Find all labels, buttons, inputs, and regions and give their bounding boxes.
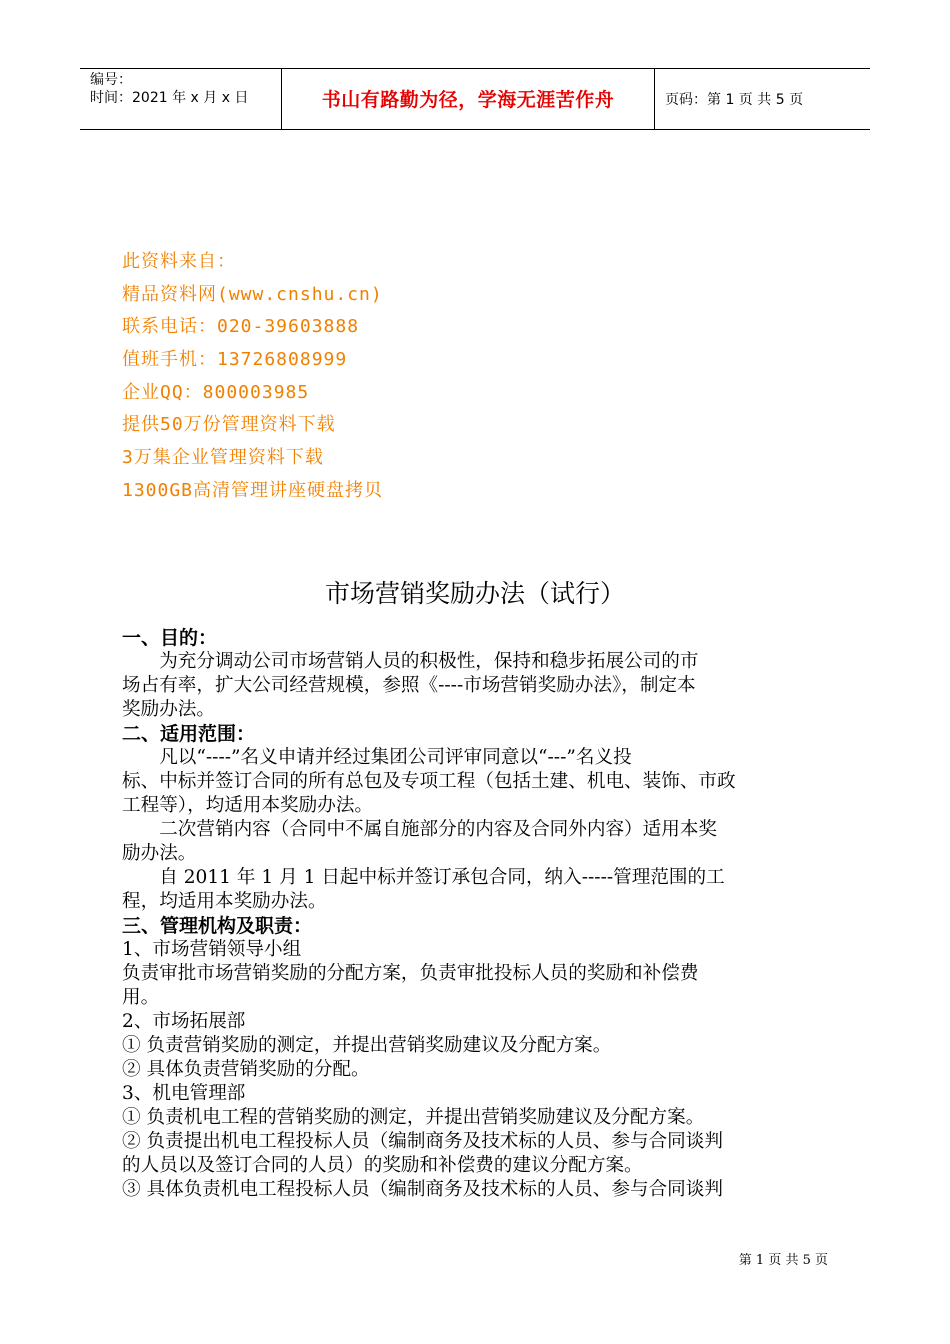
body-line: 励办法。 <box>122 843 197 864</box>
body-line: 程，均适用本奖励办法。 <box>122 891 327 912</box>
body-line: 1、市场营销领导小组 <box>122 939 302 960</box>
page-header <box>80 68 870 130</box>
header-motto: 书山有路勤为径，学海无涯苦作舟 <box>321 89 615 111</box>
section-heading: 一、目的： <box>122 627 218 649</box>
time-line: 时间：2021 年 x 月 x 日 <box>90 90 249 106</box>
body-line: 为充分调动公司市场营销人员的积极性，保持和稳步拓展公司的市 <box>159 651 699 672</box>
body-line: 凡以“----”名义申请并经过集团公司评审同意以“---”名义投 <box>159 747 632 768</box>
body-line: ① 负责营销奖励的测定，并提出营销奖励建议及分配方案。 <box>122 1035 612 1056</box>
body-line: ③ 具体负责机电工程投标人员（编制商务及技术标的人员、参与合同谈判 <box>122 1179 723 1200</box>
body-line: 奖励办法。 <box>122 699 215 720</box>
body-line: ① 负责机电工程的营销奖励的测定，并提出营销奖励建议及分配方案。 <box>122 1107 705 1128</box>
body-line: 工程等），均适用本奖励办法。 <box>122 795 374 816</box>
ad-line: 企业QQ：800003985 <box>122 381 310 403</box>
document-body <box>122 626 832 1202</box>
ad-line: 此资料来自： <box>122 251 236 272</box>
body-line: ② 负责提出机电工程投标人员（编制商务及技术标的人员、参与合同谈判 <box>122 1131 723 1152</box>
number-label: 编号： <box>90 72 132 88</box>
source-ad-block <box>122 246 383 508</box>
header-meta <box>90 71 285 107</box>
header-page-info: 页码：第 1 页 共 5 页 <box>665 92 804 108</box>
page-footer: 第 1 页 共 5 页 <box>738 1253 828 1268</box>
ad-line: 提供50万份管理资料下载 <box>122 414 336 436</box>
body-line: 的人员以及签订合同的人员）的奖励和补偿费的建议分配方案。 <box>122 1155 643 1176</box>
section-heading: 二、适用范围： <box>122 723 256 745</box>
body-line: 2、市场拓展部 <box>122 1011 246 1032</box>
section-heading: 三、管理机构及职责： <box>122 915 313 937</box>
document-title: 市场营销奖励办法（试行） <box>324 579 625 608</box>
body-line: ② 具体负责营销奖励的分配。 <box>122 1059 370 1080</box>
ad-line: 1300GB高清管理讲座硬盘拷贝 <box>122 479 384 501</box>
body-line: 负责审批市场营销奖励的分配方案，负责审批投标人员的奖励和补偿费 <box>122 963 699 984</box>
body-line: 二次营销内容（合同中不属自施部分的内容及合同外内容）适用本奖 <box>159 819 718 840</box>
body-line: 3、机电管理部 <box>122 1083 246 1104</box>
body-line: 用。 <box>122 987 160 1008</box>
header-divider <box>654 69 655 129</box>
ad-line: 值班手机：13726808999 <box>122 349 348 371</box>
ad-line: 精品资料网(www.cnshu.cn) <box>122 283 383 305</box>
ad-line: 3万集企业管理资料下载 <box>122 447 324 469</box>
body-line: 场占有率，扩大公司经营规模，参照《----市场营销奖励办法》，制定本 <box>122 675 696 696</box>
body-line: 标、中标并签订合同的所有总包及专项工程（包括土建、机电、装饰、市政 <box>122 771 736 792</box>
ad-line: 联系电话：020-39603888 <box>122 316 360 338</box>
body-line: 自 2011 年 1 月 1 日起中标并签订承包合同，纳入-----管理范围的工 <box>159 867 725 888</box>
